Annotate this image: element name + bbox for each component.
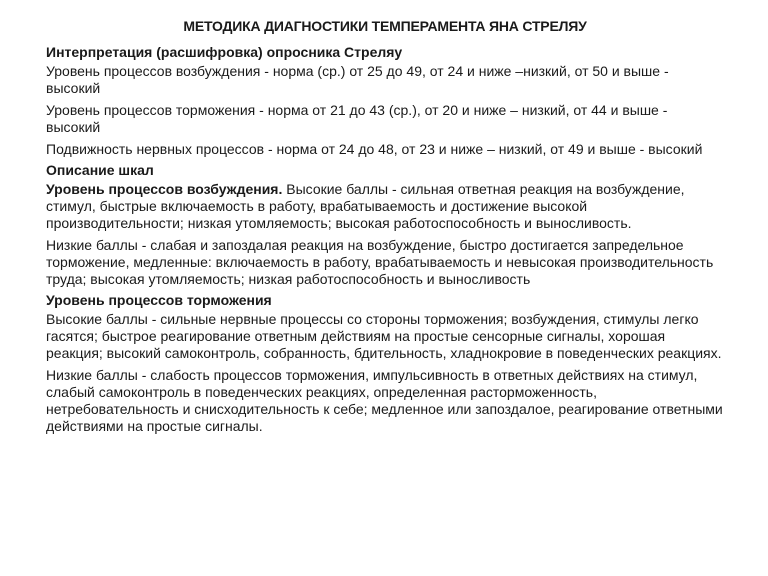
interpretation-excitation: Уровень процессов возбуждения - норма (ср.) от 25 до 49, от 24 и ниже –низкий, от 50 и выше - высокий xyxy=(46,63,669,96)
excitation-heading: Уровень процессов возбуждения. xyxy=(46,181,283,197)
inhibition-low-paragraph: Низкие баллы - слабость процессов торможения, импульсивность в ответных действиях на стимул, слабый самоконтроль в поведенческих реакциях, определенная расторможенность, нетребовательность и снисходительность к себе; медленное или запоздалое, реагирование ответными действиями на простые сигналы. xyxy=(46,367,723,434)
page-title: МЕТОДИКА ДИАГНОСТИКИ ТЕМПЕРАМЕНТА ЯНА СТРЕЛЯУ xyxy=(183,18,587,34)
interpretation-inhibition: Уровень процессов торможения - норма от 21 до 43 (ср.), от 20 и ниже – низкий, от 44 и выше - высокий xyxy=(46,102,668,135)
excitation-high-text: Высокие баллы - сильная ответная реакция на возбуждение, стимул, быстрые включаемость в работу, врабатываемость и достижение высокой производительности; низкая утомляемость; высокая работоспособность и выносливость. xyxy=(46,181,685,231)
interpretation-mobility: Подвижность нервных процессов - норма от 24 до 48, от 23 и ниже – низкий, от 49 и выше - высокий xyxy=(46,141,703,157)
scales-heading: Описание шкал xyxy=(46,162,154,178)
excitation-high-paragraph xyxy=(46,181,724,232)
excitation-low-paragraph: Низкие баллы - слабая и запоздалая реакция на возбуждение, быстро достигается запредельное торможение, медленные: включаемость в работу, врабатываемость и невысокая производительность труда; высокая утомляемость; низкая работоспособность и выносливость xyxy=(46,237,714,287)
interpretation-heading: Интерпретация (расшифровка) опросника Стреляу xyxy=(46,44,403,60)
inhibition-heading: Уровень процессов торможения xyxy=(46,292,272,308)
inhibition-high-paragraph: Высокие баллы - сильные нервные процессы со стороны торможения; возбуждения, стимулы легко гасятся; быстрое реагирование ответным действиям на простые сенсорные сигналы, хорошая реакция; высокий самоконтроль, собранность, бдительность, хладнокровие в поведенческих реакциях. xyxy=(46,311,722,361)
